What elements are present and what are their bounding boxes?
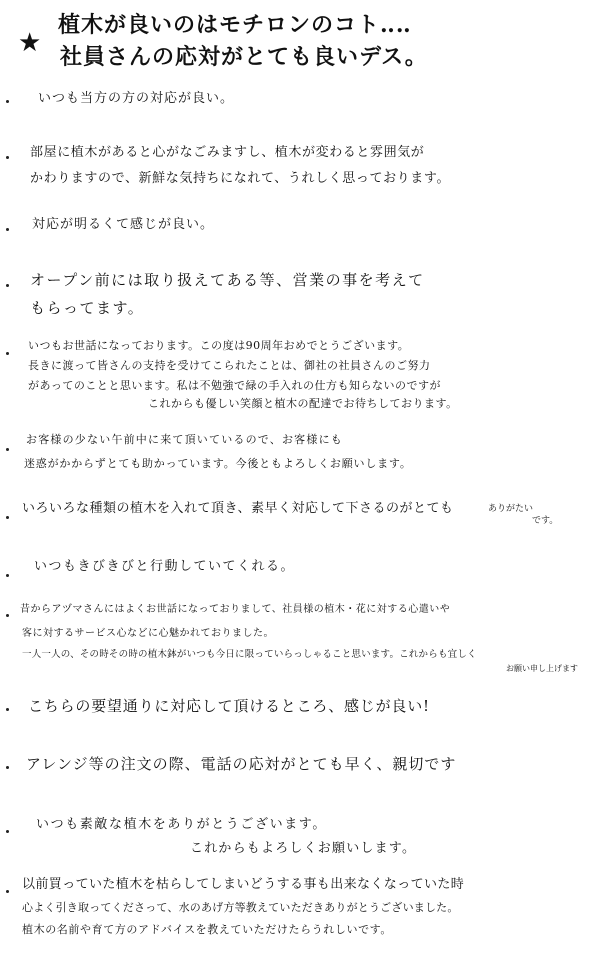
comment-6-line-2: 迷惑がかからずとても助かっています。今後ともよろしくお願いします。 [24,457,412,470]
comment-2-line-2: かわりますので、新鮮な気持ちになれて、うれしく思っております。 [30,171,451,186]
comment-1-line-1: いつも当方の方の対応が良い。 [38,91,235,106]
bullet-mark [6,708,9,711]
bullet-mark [6,830,9,833]
comment-5-line-4: これからも優しい笑顔と植木の配達でお待ちしております。 [148,397,458,410]
bullet-mark [6,614,9,617]
bullet-mark [6,574,9,577]
bullet-mark [6,100,9,103]
comment-5-line-2: 長きに渡って皆さんの支持を受けてこられたことは、御社の社員さんのご努力 [28,359,431,372]
bullet-mark [6,352,9,355]
comment-3-line-1: 対応が明るくて感じが良い。 [32,217,215,232]
comment-13-line-3: 植木の名前や育て方のアドバイスを教えていただけたらうれしいです。 [22,923,392,936]
comment-7-line-2: ありがたい [488,504,534,514]
star-mark: ★ [18,28,42,58]
comment-12-line-1: いつも素敵な植木をありがとうございます。 [36,817,327,832]
comment-5-line-1: いつもお世話になっております。この度は90周年おめでとうございます。 [28,339,410,352]
comment-9-line-4: お願い申し上げます [506,664,578,673]
comment-12-line-2: これからもよろしくお願いします。 [190,841,417,856]
comment-9-line-1: 昔からアヅマさんにはよくお世話になっておりまして、社員様の植木・花に対する心遣いや [20,604,451,615]
comment-5-line-3: があってのことと思います。私は不勉強で緑の手入れの仕方も知らないのですが [28,379,442,392]
comment-4-line-1: オープン前には取り扱えてある等、営業の事を考えて [30,271,425,289]
header-title-line-1: 植木が良いのはモチロンのコト‥‥ [58,12,412,38]
bullet-mark [6,516,9,519]
header-title-line-2: 社員さんの応対がとても良いデス。 [60,44,428,70]
comment-6-line-1: お客様の少ない午前中に来て頂いているので、お客様にも [26,433,343,446]
comment-13-line-2: 心よく引き取ってくださって、水のあげ方等教えていただきありがとうございました。 [22,901,459,914]
comment-2-line-1: 部屋に植木があると心がなごみますし、植木が変わると雰囲気が [30,145,425,160]
comment-10-line-1: こちらの要望通りに対応して頂けるところ、感じが良い! [28,697,430,715]
comment-4-line-2: もらってます。 [30,299,145,317]
comment-9-line-2: 客に対するサービス心などに心魅かれておりました。 [22,628,274,639]
bullet-mark [6,766,9,769]
bullet-mark [6,284,9,287]
bullet-mark [6,448,9,451]
bullet-mark [6,156,9,159]
comment-9-line-3: 一人一人の、その時その時の植木鉢がいつも今日に限っていらっしゃること思います。これからも宜しく [22,649,477,660]
comment-13-line-1: 以前買っていた植木を枯らしてしまいどうする事も出来なくなっていた時 [22,877,465,892]
comment-7-line-3: です。 [532,516,559,526]
comment-8-line-1: いつもきびきびと行動していてくれる。 [34,559,296,574]
bullet-mark [6,890,9,893]
comment-11-line-1: アレンジ等の注文の際、電話の応対がとても早く、親切です [26,755,457,773]
comment-7-line-1: いろいろな種類の植木を入れて頂き、素早く対応して下さるのがとても [22,501,454,516]
bullet-mark [6,228,9,231]
